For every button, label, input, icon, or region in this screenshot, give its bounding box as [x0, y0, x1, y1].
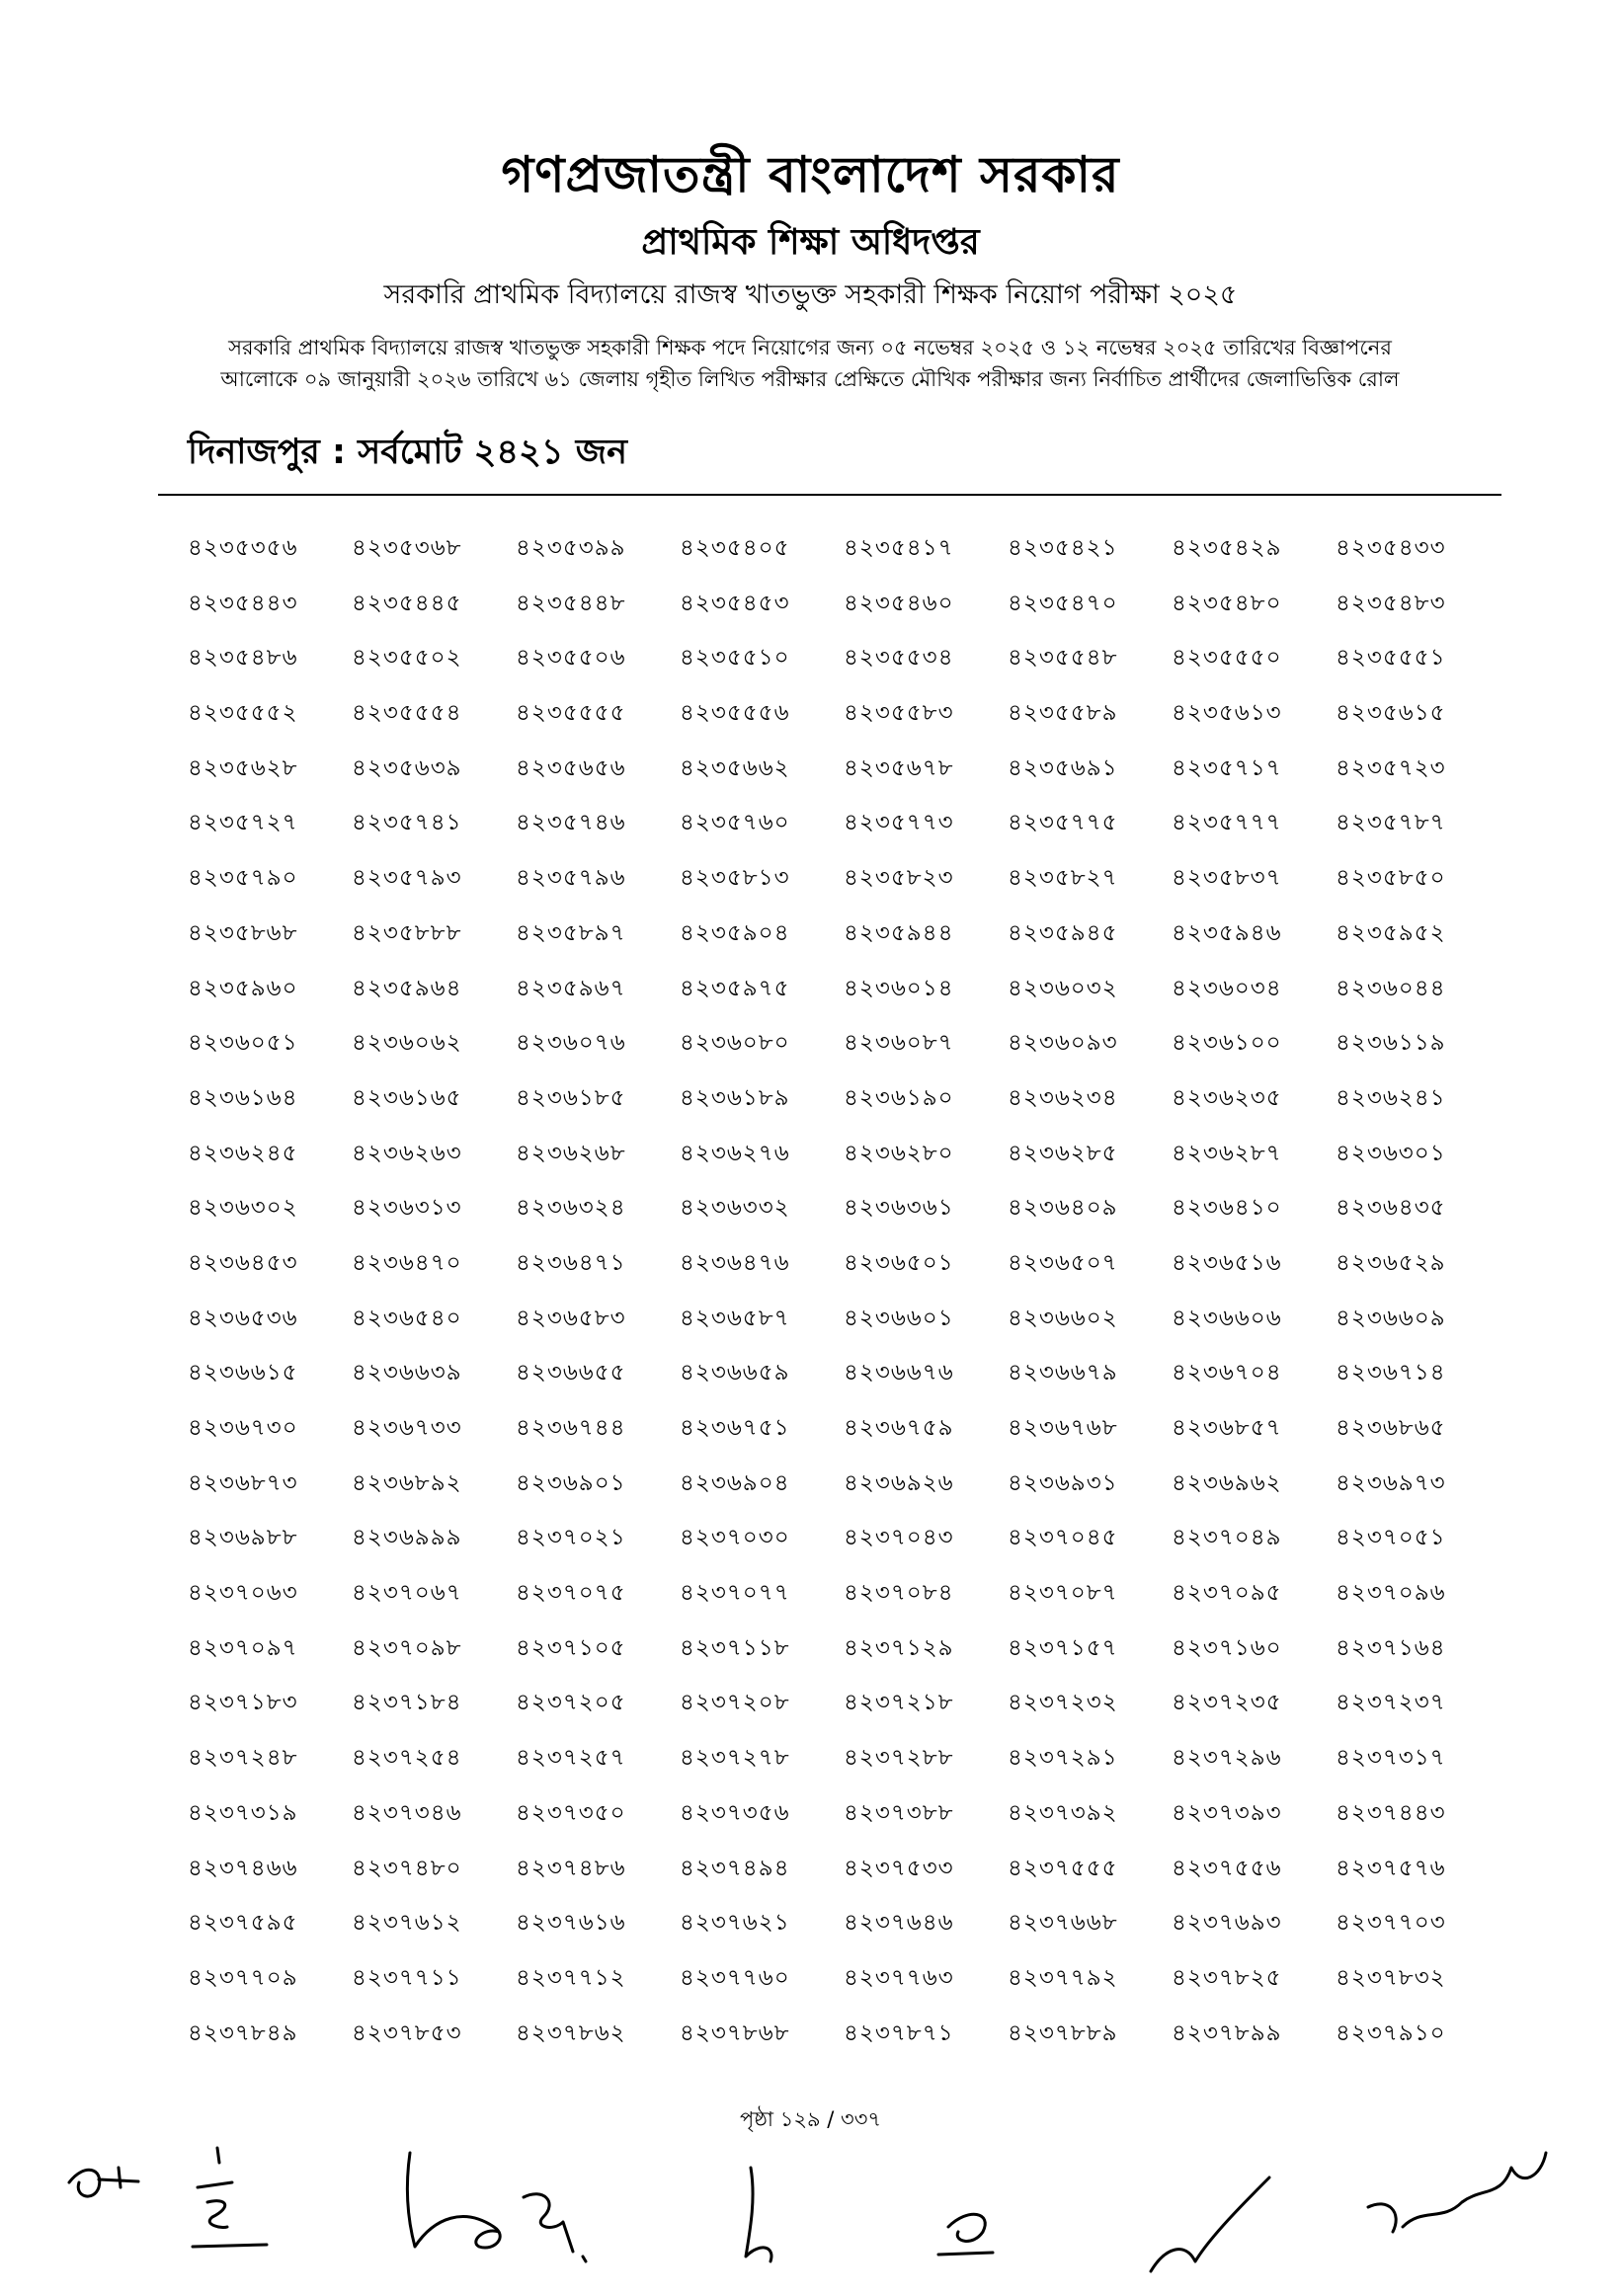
roll-number: ৪২৩৬৩০১ [1336, 1140, 1446, 1166]
roll-number: ৪২৩৫৬৬২ [680, 754, 790, 781]
roll-number: ৪২৩৬৬৩৯ [352, 1360, 462, 1386]
roll-number: ৪২৩৬৩৩২ [680, 1195, 790, 1222]
signature-strokes [59, 2108, 1561, 2276]
roll-number: ৪২৩৫৪৫৩ [680, 590, 790, 616]
roll-number: ৪২৩৭৮৫৩ [352, 2019, 462, 2046]
roll-number: ৪২৩৬৩০২ [188, 1195, 298, 1222]
roll-number: ৪২৩৭১১৮ [680, 1634, 790, 1661]
roll-number: ৪২৩৬২৬৮ [516, 1140, 626, 1166]
roll-number: ৪২৩৭৭০৩ [1336, 1910, 1446, 1937]
roll-number: ৪২৩৫৬৫৬ [516, 754, 626, 781]
roll-number: ৪২৩৭৮৮৯ [1008, 2019, 1118, 2046]
roll-number: ৪২৩৫৫০৬ [516, 645, 626, 672]
roll-number: ৪২৩৫৪৮৬ [188, 645, 298, 672]
roll-number: ৪২৩৫৬৯১ [1008, 754, 1118, 781]
roll-number: ৪২৩৬৪১০ [1172, 1195, 1282, 1222]
roll-number: ৪২৩৭১০৫ [516, 1634, 626, 1661]
roll-number: ৪২৩৬৯৩১ [1008, 1469, 1118, 1496]
roll-number: ৪২৩৬৪৩৫ [1336, 1195, 1446, 1222]
roll-number: ৪২৩৫৫৫০ [1172, 645, 1282, 672]
roll-number: ৪২৩৭৩৫৬ [680, 1799, 790, 1826]
roll-number: ৪২৩৭৬৯৩ [1172, 1910, 1282, 1937]
roll-number: ৪২৩৬৫০৭ [1008, 1249, 1118, 1276]
roll-number: ৪২৩৬১৮৫ [516, 1084, 626, 1111]
roll-number: ৪২৩৭৭৬৩ [844, 1964, 954, 1991]
roll-number: ৪২৩৭৫৫৫ [1008, 1855, 1118, 1881]
roll-number: ৪২৩৬৫৮৭ [680, 1305, 790, 1331]
notice-line-1: সরকারি প্রাথমিক বিদ্যালয়ে রাজস্ব খাতভুক্ত সহকারী শিক্ষক পদে নিয়োগের জন্য ০৫ নভেম্বর ২০২৫ ও ১২ নভেম্বর ২০২৫ তারিখের বিজ্ঞাপনের [228, 336, 1392, 359]
roll-number: ৪২৩৫৭৯৬ [516, 865, 626, 892]
roll-number: ৪২৩৭৩৯২ [1008, 1799, 1118, 1826]
roll-number: ৪২৩৭৭১১ [352, 1964, 462, 1991]
roll-number: ৪২৩৫৪২১ [1008, 535, 1118, 561]
roll-number: ৪২৩৭০৯৮ [352, 1634, 462, 1661]
signature-5 [746, 2168, 771, 2261]
roll-number: ৪২৩৬৩৬১ [844, 1195, 954, 1222]
roll-number: ৪২৩৬০৯৩ [1008, 1030, 1118, 1057]
roll-number: ৪২৩৫৭৮৭ [1336, 810, 1446, 836]
roll-number: ৪২৩৫৬৭৮ [844, 754, 954, 781]
roll-number: ৪২৩৬৫৮৩ [516, 1305, 626, 1331]
roll-number: ৪২৩৫৪৭০ [1008, 590, 1118, 616]
roll-number: ৪২৩৬৯০৪ [680, 1469, 790, 1496]
roll-number: ৪২৩৬২৪৫ [188, 1140, 298, 1166]
roll-number: ৪২৩৬৪৫৩ [188, 1249, 298, 1276]
roll-number: ৪২৩৭৮২৫ [1172, 1964, 1282, 1991]
roll-number: ৪২৩৬৫৪০ [352, 1305, 462, 1331]
roll-number: ৪২৩৫৯৪৫ [1008, 919, 1118, 946]
roll-number: ৪২৩৫৫৫৪ [352, 700, 462, 727]
roll-number: ৪২৩৬৭০৪ [1172, 1360, 1282, 1386]
roll-number: ৪২৩৬২৮৭ [1172, 1140, 1282, 1166]
roll-number: ৪২৩৬৫১৬ [1172, 1249, 1282, 1276]
roll-number: ৪২৩৫৪৪৩ [188, 590, 298, 616]
notice-line-2: আলোকে ০৯ জানুয়ারী ২০২৬ তারিখে ৬১ জেলায় গৃহীত লিখিত পরীক্ষার প্রেক্ষিতে মৌখিক পরীক্ষার জন্য নির্বাচিত প্রার্থীদের জেলাভিত্তিক রোল [220, 367, 1400, 391]
roll-number: ৪২৩৬৯২৬ [844, 1469, 954, 1496]
roll-number: ৪২৩৬৭৫১ [680, 1415, 790, 1441]
roll-number: ৪২৩৫৫৮৩ [844, 700, 954, 727]
roll-number: ৪২৩৭৩১৯ [188, 1799, 298, 1826]
roll-number: ৪২৩৫৭২৩ [1336, 754, 1446, 781]
roll-number: ৪২৩৫৯৬৭ [516, 975, 626, 1001]
roll-number: ৪২৩৫৪৩৩ [1336, 535, 1446, 561]
signature-1 [69, 2168, 138, 2196]
roll-number: ৪২৩৭২৫৭ [516, 1745, 626, 1772]
roll-number: ৪২৩৫৭৭৫ [1008, 810, 1118, 836]
roll-number: ৪২৩৫৮৯৭ [516, 919, 626, 946]
roll-number: ৪২৩৬৮৬৫ [1336, 1415, 1446, 1441]
roll-number: ৪২৩৬৩২৪ [516, 1195, 626, 1222]
roll-number: ৪২৩৭০৬৩ [188, 1580, 298, 1607]
roll-number: ৪২৩৭২৩৭ [1336, 1690, 1446, 1716]
roll-number: ৪২৩৭৩১৭ [1336, 1745, 1446, 1772]
roll-number: ৪২৩৬৬০৯ [1336, 1305, 1446, 1331]
roll-number: ৪২৩৫৫৫৬ [680, 700, 790, 727]
roll-number: ৪২৩৫৪১৭ [844, 535, 954, 561]
roll-number: ৪২৩৫৯৬৪ [352, 975, 462, 1001]
roll-number: ৪২৩৭২৯১ [1008, 1745, 1118, 1772]
roll-number: ৪২৩৬২৮৫ [1008, 1140, 1118, 1166]
roll-number: ৪২৩৭৩৮৮ [844, 1799, 954, 1826]
roll-number: ৪২৩৭০৪৯ [1172, 1525, 1282, 1551]
roll-number: ৪২৩৬৬৫৯ [680, 1360, 790, 1386]
government-title: গণপ্রজাতন্ত্রী বাংলাদেশ সরকার [501, 146, 1120, 203]
roll-number: ৪২৩৬৯৯৯ [352, 1525, 462, 1551]
roll-number: ৪২৩৫৬১৫ [1336, 700, 1446, 727]
roll-number: ৪২৩৭৫৫৬ [1172, 1855, 1282, 1881]
signature-4 [524, 2194, 586, 2261]
roll-number: ৪২৩৭২০৮ [680, 1690, 790, 1716]
roll-number: ৪২৩৭২৩৫ [1172, 1690, 1282, 1716]
roll-number: ৪২৩৫৯৭৫ [680, 975, 790, 1001]
roll-number: ৪২৩৬২৩৪ [1008, 1084, 1118, 1111]
roll-number: ৪২৩৭৮৭১ [844, 2019, 954, 2046]
roll-number: ৪২৩৬৭৪৪ [516, 1415, 626, 1441]
roll-number: ৪২৩৫৭৭৩ [844, 810, 954, 836]
roll-number: ৪২৩৬৪৭০ [352, 1249, 462, 1276]
roll-number: ৪২৩৬০৬২ [352, 1030, 462, 1057]
roll-number-grid [188, 529, 1501, 2069]
roll-number: ৪২৩৫৫৩৪ [844, 645, 954, 672]
roll-number: ৪২৩৬১৮৯ [680, 1084, 790, 1111]
signature-2 [193, 2148, 267, 2247]
roll-number: ৪২৩৭০৭৭ [680, 1580, 790, 1607]
roll-number: ৪২৩৬৮৫৭ [1172, 1415, 1282, 1441]
roll-number: ৪২৩৭১২৯ [844, 1634, 954, 1661]
roll-number: ৪২৩৭৭৯২ [1008, 1964, 1118, 1991]
signature-6 [938, 2214, 993, 2255]
roll-number: ৪২৩৬৭৩৩ [352, 1415, 462, 1441]
roll-number: ৪২৩৭৫৭৬ [1336, 1855, 1446, 1881]
roll-number: ৪২৩৬০৩২ [1008, 975, 1118, 1001]
roll-number: ৪২৩৫৮১৩ [680, 865, 790, 892]
roll-number: ৪২৩৭০৪৫ [1008, 1525, 1118, 1551]
roll-number: ৪২৩৫৩৬৮ [352, 535, 462, 561]
roll-number: ৪২৩৬০৭৬ [516, 1030, 626, 1057]
roll-number: ৪২৩৭৪৮৬ [516, 1855, 626, 1881]
roll-number: ৪২৩৭৮৩২ [1336, 1964, 1446, 1991]
roll-number: ৪২৩৫৯০৪ [680, 919, 790, 946]
roll-number: ৪২৩৭৩৯৩ [1172, 1799, 1282, 1826]
roll-number: ৪২৩৭০৯৬ [1336, 1580, 1446, 1607]
roll-number: ৪২৩৬০১৪ [844, 975, 954, 1001]
roll-number: ৪২৩৫৮২৭ [1008, 865, 1118, 892]
roll-number: ৪২৩৫৮৮৮ [352, 919, 462, 946]
roll-number: ৪২৩৬০৫১ [188, 1030, 298, 1057]
roll-number: ৪২৩৭৭৬০ [680, 1964, 790, 1991]
roll-number: ৪২৩৭৬১২ [352, 1910, 462, 1937]
roll-number: ৪২৩৫৭১৭ [1172, 754, 1282, 781]
roll-number: ৪২৩৭২৫৪ [352, 1745, 462, 1772]
exam-title: সরকারি প্রাথমিক বিদ্যালয়ে রাজস্ব খাতভুক্ত সহকারী শিক্ষক নিয়োগ পরীক্ষা ২০২৫ [383, 279, 1238, 310]
roll-number: ৪২৩৬১৯০ [844, 1084, 954, 1111]
roll-number: ৪২৩৬১০০ [1172, 1030, 1282, 1057]
roll-number: ৪২৩৫৮৫০ [1336, 865, 1446, 892]
signature-8 [1368, 2153, 1546, 2232]
roll-number: ৪২৩৫৭৪১ [352, 810, 462, 836]
roll-number: ৪২৩৭০৫১ [1336, 1525, 1446, 1551]
roll-number: ৪২৩৬৮৭৩ [188, 1469, 298, 1496]
roll-number: ৪২৩৬১৬৪ [188, 1084, 298, 1111]
roll-number: ৪২৩৬৪০৯ [1008, 1195, 1118, 1222]
roll-number: ৪২৩৫৫৫১ [1336, 645, 1446, 672]
roll-number: ৪২৩৭৬১৬ [516, 1910, 626, 1937]
roll-number: ৪২৩৬৭৩০ [188, 1415, 298, 1441]
roll-number: ৪২৩৭৯১০ [1336, 2019, 1446, 2046]
roll-number: ৪২৩৬৪৭৬ [680, 1249, 790, 1276]
roll-number: ৪২৩৬৬০৬ [1172, 1305, 1282, 1331]
roll-number: ৪২৩৬৯০১ [516, 1469, 626, 1496]
roll-number: ৪২৩৭০৭৫ [516, 1580, 626, 1607]
roll-number: ৪২৩৫৭৪৬ [516, 810, 626, 836]
roll-number: ৪২৩৫৪২৯ [1172, 535, 1282, 561]
roll-number: ৪২৩৭৪৪৩ [1336, 1799, 1446, 1826]
roll-number: ৪২৩৭১৮৩ [188, 1690, 298, 1716]
roll-number: ৪২৩৬৯৮৮ [188, 1525, 298, 1551]
roll-number: ৪২৩৭৪৮০ [352, 1855, 462, 1881]
roll-number: ৪২৩৭২৯৬ [1172, 1745, 1282, 1772]
roll-number: ৪২৩৬৬১৫ [188, 1360, 298, 1386]
roll-number: ৪২৩৫৪৪৫ [352, 590, 462, 616]
roll-number: ৪২৩৭১৬৪ [1336, 1634, 1446, 1661]
roll-number: ৪২৩৬২৬৩ [352, 1140, 462, 1166]
roll-number: ৪২৩৭৩৪৬ [352, 1799, 462, 1826]
roll-number: ৪২৩৫৩৯৯ [516, 535, 626, 561]
roll-number: ৪২৩৫৫০২ [352, 645, 462, 672]
roll-number: ৪২৩৭৫৩৩ [844, 1855, 954, 1881]
roll-number: ৪২৩৫৯৪৪ [844, 919, 954, 946]
roll-number: ৪২৩৫৫৪৮ [1008, 645, 1118, 672]
roll-number: ৪২৩৬০৪৪ [1336, 975, 1446, 1001]
roll-number: ৪২৩৬২৮০ [844, 1140, 954, 1166]
roll-number: ৪২৩৭২৪৮ [188, 1745, 298, 1772]
roll-number: ৪২৩৭৬৪৬ [844, 1910, 954, 1937]
roll-number: ৪২৩৫৪৬০ [844, 590, 954, 616]
roll-number: ৪২৩৭২৭৮ [680, 1745, 790, 1772]
roll-number: ৪২৩৫৪৮০ [1172, 590, 1282, 616]
roll-number: ৪২৩৫৬২৮ [188, 754, 298, 781]
roll-number: ৪২৩৫৬১৩ [1172, 700, 1282, 727]
roll-number: ৪২৩৭১৮৪ [352, 1690, 462, 1716]
roll-number: ৪২৩৬০৮০ [680, 1030, 790, 1057]
roll-number: ৪২৩৫৯৫২ [1336, 919, 1446, 946]
roll-number: ৪২৩৭৬২১ [680, 1910, 790, 1937]
roll-number: ৪২৩৭০৬৭ [352, 1580, 462, 1607]
roll-number: ৪২৩৬১১৯ [1336, 1030, 1446, 1057]
roll-number: ৪২৩৬৮৯২ [352, 1469, 462, 1496]
roll-number: ৪২৩৬৬৭৬ [844, 1360, 954, 1386]
roll-number: ৪২৩৬৯৬২ [1172, 1469, 1282, 1496]
roll-number: ৪২৩৭৫৯৫ [188, 1910, 298, 1937]
roll-number: ৪২৩৬৭৬৮ [1008, 1415, 1118, 1441]
roll-number: ৪২৩৬৫৩৬ [188, 1305, 298, 1331]
roll-number: ৪২৩৫৬৩৯ [352, 754, 462, 781]
roll-number: ৪২৩৬২৪১ [1336, 1084, 1446, 1111]
roll-number: ৪২৩৭০৮৭ [1008, 1580, 1118, 1607]
roll-number: ৪২৩৬৭১৪ [1336, 1360, 1446, 1386]
roll-number: ৪২৩৭৮৯৯ [1172, 2019, 1282, 2046]
signature-3 [407, 2153, 500, 2248]
roll-number: ৪২৩৫৮২৩ [844, 865, 954, 892]
page-number: পৃষ্ঠা ১২৯ / ৩৩৭ [740, 2107, 881, 2131]
roll-number: ৪২৩৬৯৭৩ [1336, 1469, 1446, 1496]
roll-number: ৪২৩৫৫৫২ [188, 700, 298, 727]
roll-number: ৪২৩৭০২১ [516, 1525, 626, 1551]
roll-number: ৪২৩৭১৫৭ [1008, 1634, 1118, 1661]
roll-number: ৪২৩৭২০৫ [516, 1690, 626, 1716]
signature-7 [1151, 2177, 1269, 2271]
roll-number: ৪২৩৭৭১২ [516, 1964, 626, 1991]
roll-number: ৪২৩৫৭২৭ [188, 810, 298, 836]
roll-number: ৪২৩৭০৮৪ [844, 1580, 954, 1607]
roll-number: ৪২৩৭৩৫০ [516, 1799, 626, 1826]
roll-number: ৪২৩৭০৪৩ [844, 1525, 954, 1551]
roll-number: ৪২৩৬৬৭৯ [1008, 1360, 1118, 1386]
roll-number: ৪২৩৫৯৬০ [188, 975, 298, 1001]
roll-number: ৪২৩৬১৬৫ [352, 1084, 462, 1111]
roll-number: ৪২৩৫৭৬০ [680, 810, 790, 836]
roll-number: ৪২৩৭২৮৮ [844, 1745, 954, 1772]
roll-number: ৪২৩৭৮৬৮ [680, 2019, 790, 2046]
roll-number: ৪২৩৫৪৮৩ [1336, 590, 1446, 616]
roll-number: ৪২৩৭৬৬৮ [1008, 1910, 1118, 1937]
roll-number: ৪২৩৭২৩২ [1008, 1690, 1118, 1716]
district-heading: দিনাজপুর : সর্বমোট ২৪২১ জন [188, 433, 627, 472]
roll-number: ৪২৩৫৮৩৭ [1172, 865, 1282, 892]
roll-number: ৪২৩৫৫১০ [680, 645, 790, 672]
roll-number: ৪২৩৬৬৫৫ [516, 1360, 626, 1386]
roll-number: ৪২৩৭০৯৭ [188, 1634, 298, 1661]
department-title: প্রাথমিক শিক্ষা অধিদপ্তর [641, 222, 980, 263]
roll-number: ৪২৩৫৭৯০ [188, 865, 298, 892]
roll-number: ৪২৩৭৪৬৬ [188, 1855, 298, 1881]
roll-number: ৪২৩৫৭৯৩ [352, 865, 462, 892]
roll-number: ৪২৩৬২৩৫ [1172, 1084, 1282, 1111]
roll-number: ৪২৩৬৫০১ [844, 1249, 954, 1276]
roll-number: ৪২৩৬০৩৪ [1172, 975, 1282, 1001]
notice-text [188, 332, 1432, 395]
roll-number: ৪২৩৫৫৮৯ [1008, 700, 1118, 727]
roll-number: ৪২৩৭৮৬২ [516, 2019, 626, 2046]
roll-number: ৪২৩৭২১৮ [844, 1690, 954, 1716]
signatures [59, 2108, 1561, 2276]
roll-number: ৪২৩৬৬০১ [844, 1305, 954, 1331]
roll-number: ৪২৩৫৩৫৬ [188, 535, 298, 561]
roll-number: ৪২৩৬৩১৩ [352, 1195, 462, 1222]
roll-number: ৪২৩৭০৩০ [680, 1525, 790, 1551]
divider [158, 494, 1501, 496]
roll-number: ৪২৩৬৬০২ [1008, 1305, 1118, 1331]
roll-number: ৪২৩৬৭৫৯ [844, 1415, 954, 1441]
roll-number: ৪২৩৫৭৭৭ [1172, 810, 1282, 836]
roll-number: ৪২৩৬২৭৬ [680, 1140, 790, 1166]
roll-number: ৪২৩৫৪০৫ [680, 535, 790, 561]
roll-number: ৪২৩৬৫২৯ [1336, 1249, 1446, 1276]
roll-number: ৪২৩৭১৬০ [1172, 1634, 1282, 1661]
roll-number: ৪২৩৭৮৪৯ [188, 2019, 298, 2046]
roll-number: ৪২৩৫৪৪৮ [516, 590, 626, 616]
roll-number: ৪২৩৬৪৭১ [516, 1249, 626, 1276]
roll-number: ৪২৩৬০৮৭ [844, 1030, 954, 1057]
roll-number: ৪২৩৫৫৫৫ [516, 700, 626, 727]
roll-number: ৪২৩৫৯৪৬ [1172, 919, 1282, 946]
roll-number: ৪২৩৭৭০৯ [188, 1964, 298, 1991]
roll-number: ৪২৩৫৮৬৮ [188, 919, 298, 946]
roll-number: ৪২৩৭০৯৫ [1172, 1580, 1282, 1607]
roll-number: ৪২৩৭৪৯৪ [680, 1855, 790, 1881]
